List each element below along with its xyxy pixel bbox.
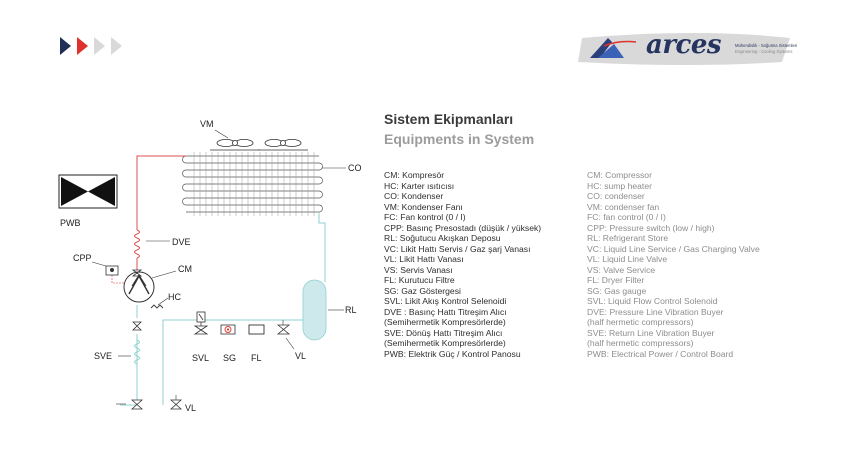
liquid-valve-icon [278,325,289,334]
sight-glass-icon [221,325,235,334]
label-vl-bottom: VL [185,403,197,413]
label-svl: SVL [192,353,210,363]
condenser-fan-icon [258,139,308,150]
legend-item: VM: condenser fan [587,201,660,212]
label-pwb: PWB [60,218,81,228]
legend-item: SVE: Return Line Vibration Buyer [587,327,715,338]
legend-item: VC: Likit Hattı Servis / Gaz şarj Vanası [384,243,531,254]
legend-item: VM: Kondenser Fanı [384,201,463,212]
legend-item: FL: Dryer Filter [587,275,645,285]
legend-item: FC: Fan kontrol (0 / I) [384,212,466,222]
legend-item: HC: sump heater [587,180,652,191]
section-title-en: Equipments in System [384,131,535,147]
label-hc: HC [168,292,181,302]
legend-item: (Semihermetik Kompresörlerde) [384,317,506,327]
label-vl-liquid: VL [295,351,307,361]
legend-item: (Semihermetik Kompresörlerde) [384,338,506,348]
legend-item: (half hermetic compressors) [587,317,694,327]
legend-item: CO: Kondenser [384,191,444,201]
label-sg: SG [223,353,237,363]
compressor-icon [124,272,154,302]
legend-item: (half hermetic compressors) [587,338,694,348]
legend-item: SVL: Likit Akış Kontrol Selenoidi [384,296,507,306]
legend-item: SG: Gaz Göstergesi [384,285,461,296]
legend-item: VS: Servis Vanası [384,264,453,275]
solenoid-valve-icon [195,312,207,334]
legend-item: CO: condenser [587,191,645,201]
sump-heater-icon [151,305,163,308]
legend-item: PWB: Electrical Power / Control Board [587,348,734,359]
bottom-valve-icon [171,400,181,409]
filter-drier-icon [249,325,264,334]
logo-tagline-en: Engineering - Cooling Systems [735,49,793,54]
section-title-tr: Sistem Ekipmanları [384,111,514,127]
label-dve: DVE [172,237,191,247]
label-sve: SVE [94,351,113,361]
label-co: CO [348,163,362,173]
electrical-panel-icon [59,175,117,208]
label-rl: RL [345,305,357,315]
legend-item: SVE: Dönüş Hattı Titreşim Alıcı [384,327,503,338]
label-cm: CM [178,264,192,274]
legend-item: CM: Compressor [587,170,652,180]
suction-valve-icon [133,322,141,330]
logo-brand: arces [646,30,722,60]
legend-item: RL: Soğutucu Akışkan Deposu [384,233,501,243]
legend-item: SVL: Liquid Flow Control Solenoid [587,296,718,306]
label-fl: FL [251,353,262,363]
legend-item: CPP: Basınç Presostadı (düşük / yüksek) [384,222,542,233]
label-cpp: CPP [73,253,92,263]
legend-item: FC: fan control (0 / I) [587,212,666,222]
legend-item: PWB: Elektrik Güç / Kontrol Panosu [384,348,521,359]
legend-item: CM: Kompresör [384,170,445,180]
legend-item: CPP: Pressure switch (low / high) [587,222,715,233]
label-vm: VM [200,119,214,129]
legend-item: VS: Valve Service [587,264,656,275]
dve-vibration-absorber-icon [135,230,140,258]
legend-item: DVE: Pressure Line Vibration Buyer [587,306,724,317]
legend-item: VL: Liquid Line Valve [587,254,668,264]
legend-item: SG: Gas gauge [587,285,647,296]
legend-item: DVE : Basınç Hattı Titreşim Alıcı [384,306,507,317]
sve-vibration-absorber-icon [135,340,140,364]
condenser-coil [183,152,323,216]
logo-tagline-tr: Mühendislik - Soğutma Sistemleri [735,43,798,48]
legend-item: FL: Kurutucu Filtre [384,275,455,285]
refrigerant-receiver [303,280,326,340]
legend-item: VC: Liquid Line Service / Gas Charging Valve [587,243,760,254]
legend-item: HC: Karter ısıtıcısı [384,180,455,191]
condenser-fan-icon [210,139,260,150]
legend-item: VL: Likit Hattı Vanası [384,254,464,264]
legend-item: RL: Refrigerant Store [587,233,669,243]
discharge-line [137,156,186,270]
